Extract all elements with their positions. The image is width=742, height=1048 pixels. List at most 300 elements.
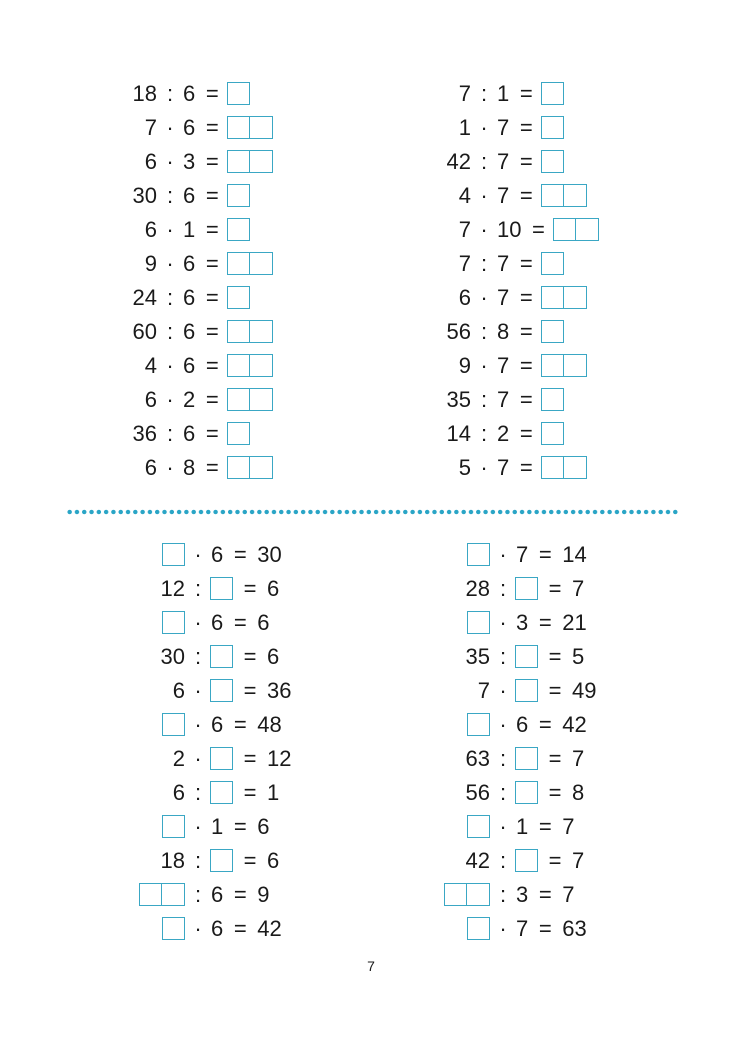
left-part	[0, 745, 187, 773]
result: 63	[562, 916, 587, 941]
answer-box[interactable]	[467, 543, 490, 566]
left-part	[0, 545, 187, 566]
equals-sign: =	[243, 576, 257, 601]
operator: ·	[194, 916, 202, 941]
answer-box[interactable]	[210, 849, 233, 872]
answer-box[interactable]	[541, 422, 564, 445]
result: 7	[562, 882, 575, 907]
answer-box[interactable]	[515, 849, 538, 872]
result: 9	[257, 882, 270, 907]
answer-box[interactable]	[250, 388, 273, 411]
equals-sign: =	[205, 387, 219, 412]
operator: ·	[480, 217, 488, 242]
answer-box[interactable]	[162, 543, 185, 566]
answer-boxes	[227, 118, 273, 139]
equals-sign: =	[205, 217, 219, 242]
dotted-separator	[66, 508, 680, 516]
operand-b: 3	[516, 610, 529, 635]
result: 49	[572, 678, 597, 703]
answer-boxes	[162, 919, 185, 940]
answer-box[interactable]	[210, 781, 233, 804]
operator: ·	[499, 610, 507, 635]
answer-box[interactable]	[227, 286, 250, 309]
equals-sign: =	[243, 678, 257, 703]
operand-b: 8	[497, 319, 510, 344]
equation-row	[0, 881, 371, 909]
answer-box[interactable]	[541, 252, 564, 275]
operand-b: 6	[183, 183, 196, 208]
equals-sign: =	[243, 644, 257, 669]
equation-row	[371, 148, 742, 176]
answer-box[interactable]	[564, 184, 587, 207]
equals-sign: =	[233, 882, 247, 907]
answer-boxes	[210, 851, 233, 872]
operator: ·	[480, 115, 488, 140]
operand-a: 2	[172, 746, 185, 771]
operand-b: 6	[183, 115, 196, 140]
answer-boxes	[227, 288, 250, 309]
equation-row	[0, 250, 371, 278]
equals-sign: =	[538, 712, 552, 737]
equation-row	[371, 182, 742, 210]
operand-b: 10	[497, 217, 522, 242]
equation-row	[0, 575, 371, 603]
operator: ·	[480, 183, 488, 208]
equals-sign: =	[205, 251, 219, 276]
equation-row	[0, 915, 371, 943]
operand-a: 42	[446, 149, 471, 174]
left-part	[371, 677, 492, 705]
left-part	[371, 715, 492, 736]
answer-box[interactable]	[250, 150, 273, 173]
operand-b: 7	[497, 353, 510, 378]
equation-row	[371, 779, 742, 807]
left-part	[0, 885, 187, 906]
equation-row	[371, 114, 742, 142]
operand-a: 30	[160, 644, 185, 669]
operator: :	[166, 285, 174, 310]
equation-row	[0, 420, 371, 448]
result: 8	[572, 780, 585, 805]
left-part	[371, 779, 492, 807]
answer-box[interactable]	[250, 252, 273, 275]
equation-row	[371, 609, 742, 637]
equals-sign: =	[205, 421, 219, 446]
answer-box[interactable]	[227, 82, 250, 105]
answer-boxes	[227, 322, 273, 343]
answer-boxes	[515, 579, 538, 600]
operator: ·	[194, 678, 202, 703]
operand-a: 1	[458, 115, 471, 140]
operand-a: 4	[144, 353, 157, 378]
left-part	[371, 643, 492, 671]
equation-row	[0, 182, 371, 210]
equals-sign: =	[548, 644, 562, 669]
answer-boxes	[227, 458, 273, 479]
answer-box[interactable]	[467, 713, 490, 736]
result: 1	[267, 780, 280, 805]
answer-boxes	[541, 390, 564, 411]
answer-box[interactable]	[162, 713, 185, 736]
answer-boxes	[515, 749, 538, 770]
answer-boxes	[467, 545, 490, 566]
operand-b: 6	[183, 251, 196, 276]
answer-box[interactable]	[515, 679, 538, 702]
answer-box[interactable]	[515, 577, 538, 600]
operand-b: 7	[497, 149, 510, 174]
operand-b: 6	[211, 916, 224, 941]
equation-row	[0, 745, 371, 773]
answer-box[interactable]	[541, 82, 564, 105]
answer-box[interactable]	[541, 320, 564, 343]
operator: ·	[480, 455, 488, 480]
equals-sign: =	[548, 780, 562, 805]
answer-boxes	[227, 254, 273, 275]
answer-boxes	[515, 851, 538, 872]
equals-sign: =	[519, 285, 533, 310]
answer-box[interactable]	[227, 320, 250, 343]
answer-boxes	[467, 817, 490, 838]
operator: ·	[194, 610, 202, 635]
answer-box[interactable]	[227, 388, 250, 411]
operand-a: 6	[144, 455, 157, 480]
answer-box[interactable]	[515, 645, 538, 668]
operand-a: 35	[446, 387, 471, 412]
operand-a: 28	[465, 576, 490, 601]
result: 7	[572, 576, 585, 601]
operator: ·	[499, 916, 507, 941]
left-part	[0, 919, 187, 940]
answer-box[interactable]	[210, 679, 233, 702]
answer-box[interactable]	[162, 883, 185, 906]
operand-a: 7	[458, 217, 471, 242]
answer-box[interactable]	[210, 645, 233, 668]
operand-a: 6	[144, 149, 157, 174]
answer-box[interactable]	[553, 218, 576, 241]
left-part	[371, 745, 492, 773]
equation-row	[0, 609, 371, 637]
answer-boxes	[541, 424, 564, 445]
answer-boxes	[515, 681, 538, 702]
operand-a: 60	[132, 319, 157, 344]
operator: :	[480, 319, 488, 344]
equation-row	[371, 420, 742, 448]
operand-a: 5	[458, 455, 471, 480]
operator: :	[166, 81, 174, 106]
result: 6	[257, 814, 270, 839]
left-part	[371, 919, 492, 940]
answer-box[interactable]	[564, 354, 587, 377]
answer-boxes	[210, 579, 233, 600]
answer-box[interactable]	[467, 883, 490, 906]
equals-sign: =	[233, 814, 247, 839]
equation-row	[0, 386, 371, 414]
equation-row	[0, 216, 371, 244]
operand-a: 56	[446, 319, 471, 344]
equals-sign: =	[205, 285, 219, 310]
operand-a: 7	[144, 115, 157, 140]
equation-row	[371, 813, 742, 841]
equation-row	[0, 352, 371, 380]
operand-b: 6	[516, 712, 529, 737]
operand-b: 6	[183, 81, 196, 106]
operator: ·	[194, 712, 202, 737]
answer-box[interactable]	[541, 354, 564, 377]
operand-a: 9	[144, 251, 157, 276]
operand-b: 6	[211, 610, 224, 635]
page-number: 7	[367, 958, 375, 974]
equation-row	[0, 643, 371, 671]
equation-row	[371, 284, 742, 312]
operand-a: 6	[172, 678, 185, 703]
equals-sign: =	[233, 916, 247, 941]
operator: :	[166, 183, 174, 208]
equals-sign: =	[205, 183, 219, 208]
answer-box[interactable]	[541, 456, 564, 479]
operator: ·	[166, 455, 174, 480]
answer-boxes	[444, 885, 490, 906]
left-part	[0, 575, 187, 603]
operator: :	[194, 848, 202, 873]
answer-boxes	[162, 817, 185, 838]
equals-sign: =	[519, 455, 533, 480]
equals-sign: =	[538, 542, 552, 567]
operand-b: 1	[211, 814, 224, 839]
answer-box[interactable]	[210, 577, 233, 600]
equals-sign: =	[205, 455, 219, 480]
operand-b: 3	[516, 882, 529, 907]
equals-sign: =	[519, 387, 533, 412]
answer-boxes	[227, 186, 250, 207]
operator: :	[480, 149, 488, 174]
equation-row	[371, 318, 742, 346]
answer-boxes	[210, 749, 233, 770]
answer-box[interactable]	[250, 116, 273, 139]
operand-b: 6	[211, 712, 224, 737]
equals-sign: =	[538, 882, 552, 907]
answer-box[interactable]	[227, 218, 250, 241]
equation-row	[0, 813, 371, 841]
operand-b: 2	[183, 387, 196, 412]
answer-boxes	[515, 647, 538, 668]
left-part	[0, 817, 187, 838]
answer-boxes	[541, 186, 587, 207]
result: 12	[267, 746, 292, 771]
answer-boxes	[227, 424, 250, 445]
answer-boxes	[541, 356, 587, 377]
operand-b: 3	[183, 149, 196, 174]
equals-sign: =	[538, 610, 552, 635]
equation-row	[0, 677, 371, 705]
equation-row	[371, 847, 742, 875]
equals-sign: =	[548, 678, 562, 703]
equation-row	[0, 284, 371, 312]
answer-box[interactable]	[162, 611, 185, 634]
answer-box[interactable]	[467, 917, 490, 940]
answer-box[interactable]	[515, 747, 538, 770]
equation-row	[371, 677, 742, 705]
answer-boxes	[541, 254, 564, 275]
equals-sign: =	[519, 81, 533, 106]
answer-box[interactable]	[564, 456, 587, 479]
equation-row	[371, 575, 742, 603]
answer-box[interactable]	[162, 815, 185, 838]
operator: ·	[166, 387, 174, 412]
equation-row	[371, 386, 742, 414]
answer-boxes	[553, 220, 599, 241]
equals-sign: =	[532, 217, 545, 242]
equals-sign: =	[243, 780, 257, 805]
equals-sign: =	[233, 610, 247, 635]
answer-box[interactable]	[541, 286, 564, 309]
answer-boxes	[227, 152, 273, 173]
operand-a: 18	[132, 81, 157, 106]
equals-sign: =	[538, 814, 552, 839]
equation-row	[371, 745, 742, 773]
operator: ·	[194, 542, 202, 567]
result: 42	[562, 712, 587, 737]
answer-box[interactable]	[467, 815, 490, 838]
equation-row	[371, 881, 742, 909]
equals-sign: =	[538, 916, 552, 941]
equation-row	[371, 80, 742, 108]
equation-row	[371, 454, 742, 482]
result: 48	[257, 712, 282, 737]
answer-boxes	[162, 715, 185, 736]
result: 42	[257, 916, 282, 941]
result: 14	[562, 542, 587, 567]
answer-box[interactable]	[515, 781, 538, 804]
equation-row	[371, 216, 742, 244]
answer-box[interactable]	[250, 456, 273, 479]
left-part	[371, 575, 492, 603]
answer-box[interactable]	[162, 917, 185, 940]
equals-sign: =	[205, 353, 219, 378]
operator: ·	[166, 217, 174, 242]
answer-box[interactable]	[227, 116, 250, 139]
equation-row	[0, 80, 371, 108]
left-part	[0, 643, 187, 671]
answer-boxes	[227, 84, 250, 105]
answer-boxes	[210, 783, 233, 804]
answer-box[interactable]	[227, 422, 250, 445]
operand-b: 7	[497, 183, 510, 208]
equals-sign: =	[519, 251, 533, 276]
operand-a: 42	[465, 848, 490, 873]
equals-sign: =	[205, 81, 219, 106]
answer-box[interactable]	[467, 611, 490, 634]
result: 36	[267, 678, 292, 703]
answer-box[interactable]	[227, 184, 250, 207]
answer-box[interactable]	[250, 320, 273, 343]
answer-boxes	[541, 288, 587, 309]
operand-a: 4	[458, 183, 471, 208]
operand-b: 7	[497, 455, 510, 480]
equals-sign: =	[519, 319, 533, 344]
answer-box[interactable]	[541, 116, 564, 139]
answer-boxes	[227, 220, 250, 241]
operator: ·	[480, 285, 488, 310]
operand-b: 1	[497, 81, 510, 106]
answer-box[interactable]	[541, 388, 564, 411]
result: 6	[267, 644, 280, 669]
answer-boxes	[210, 681, 233, 702]
left-part	[371, 545, 492, 566]
operator: :	[480, 387, 488, 412]
answer-box[interactable]	[210, 747, 233, 770]
answer-boxes	[210, 647, 233, 668]
operator: :	[499, 644, 507, 669]
result: 6	[257, 610, 270, 635]
answer-box[interactable]	[227, 354, 250, 377]
equals-sign: =	[519, 353, 533, 378]
equals-sign: =	[205, 319, 219, 344]
answer-box[interactable]	[227, 252, 250, 275]
operand-b: 7	[497, 251, 510, 276]
operator: ·	[194, 814, 202, 839]
equals-sign: =	[233, 712, 247, 737]
operator: :	[166, 319, 174, 344]
operator: :	[499, 576, 507, 601]
answer-box[interactable]	[541, 150, 564, 173]
left-part	[371, 817, 492, 838]
answer-box[interactable]	[139, 883, 162, 906]
equation-row	[0, 114, 371, 142]
equation-row	[371, 711, 742, 739]
left-part	[0, 847, 187, 875]
operator: :	[194, 576, 202, 601]
operator: :	[480, 421, 488, 446]
operator: :	[499, 848, 507, 873]
operand-a: 6	[172, 780, 185, 805]
answer-boxes	[467, 715, 490, 736]
operator: :	[499, 882, 507, 907]
answer-box[interactable]	[227, 456, 250, 479]
equals-sign: =	[519, 115, 533, 140]
equals-sign: =	[243, 848, 257, 873]
operand-a: 6	[144, 387, 157, 412]
answer-boxes	[227, 356, 273, 377]
answer-box[interactable]	[541, 184, 564, 207]
answer-box[interactable]	[227, 150, 250, 173]
answer-boxes	[541, 84, 564, 105]
equals-sign: =	[548, 746, 562, 771]
operand-a: 14	[446, 421, 471, 446]
operand-a: 63	[465, 746, 490, 771]
operator: :	[166, 421, 174, 446]
answer-box[interactable]	[576, 218, 599, 241]
operand-a: 6	[458, 285, 471, 310]
equals-sign: =	[205, 115, 219, 140]
answer-box[interactable]	[250, 354, 273, 377]
operator: ·	[499, 814, 507, 839]
operand-b: 7	[497, 285, 510, 310]
answer-box[interactable]	[564, 286, 587, 309]
operand-a: 7	[477, 678, 490, 703]
operand-b: 6	[183, 421, 196, 446]
result: 7	[572, 848, 585, 873]
left-part	[371, 885, 492, 906]
equation-row	[371, 643, 742, 671]
equals-sign: =	[519, 149, 533, 174]
operand-b: 7	[497, 387, 510, 412]
answer-boxes	[162, 613, 185, 634]
equals-sign: =	[548, 848, 562, 873]
left-part	[0, 715, 187, 736]
answer-box[interactable]	[444, 883, 467, 906]
operator: ·	[194, 746, 202, 771]
operand-b: 6	[211, 882, 224, 907]
